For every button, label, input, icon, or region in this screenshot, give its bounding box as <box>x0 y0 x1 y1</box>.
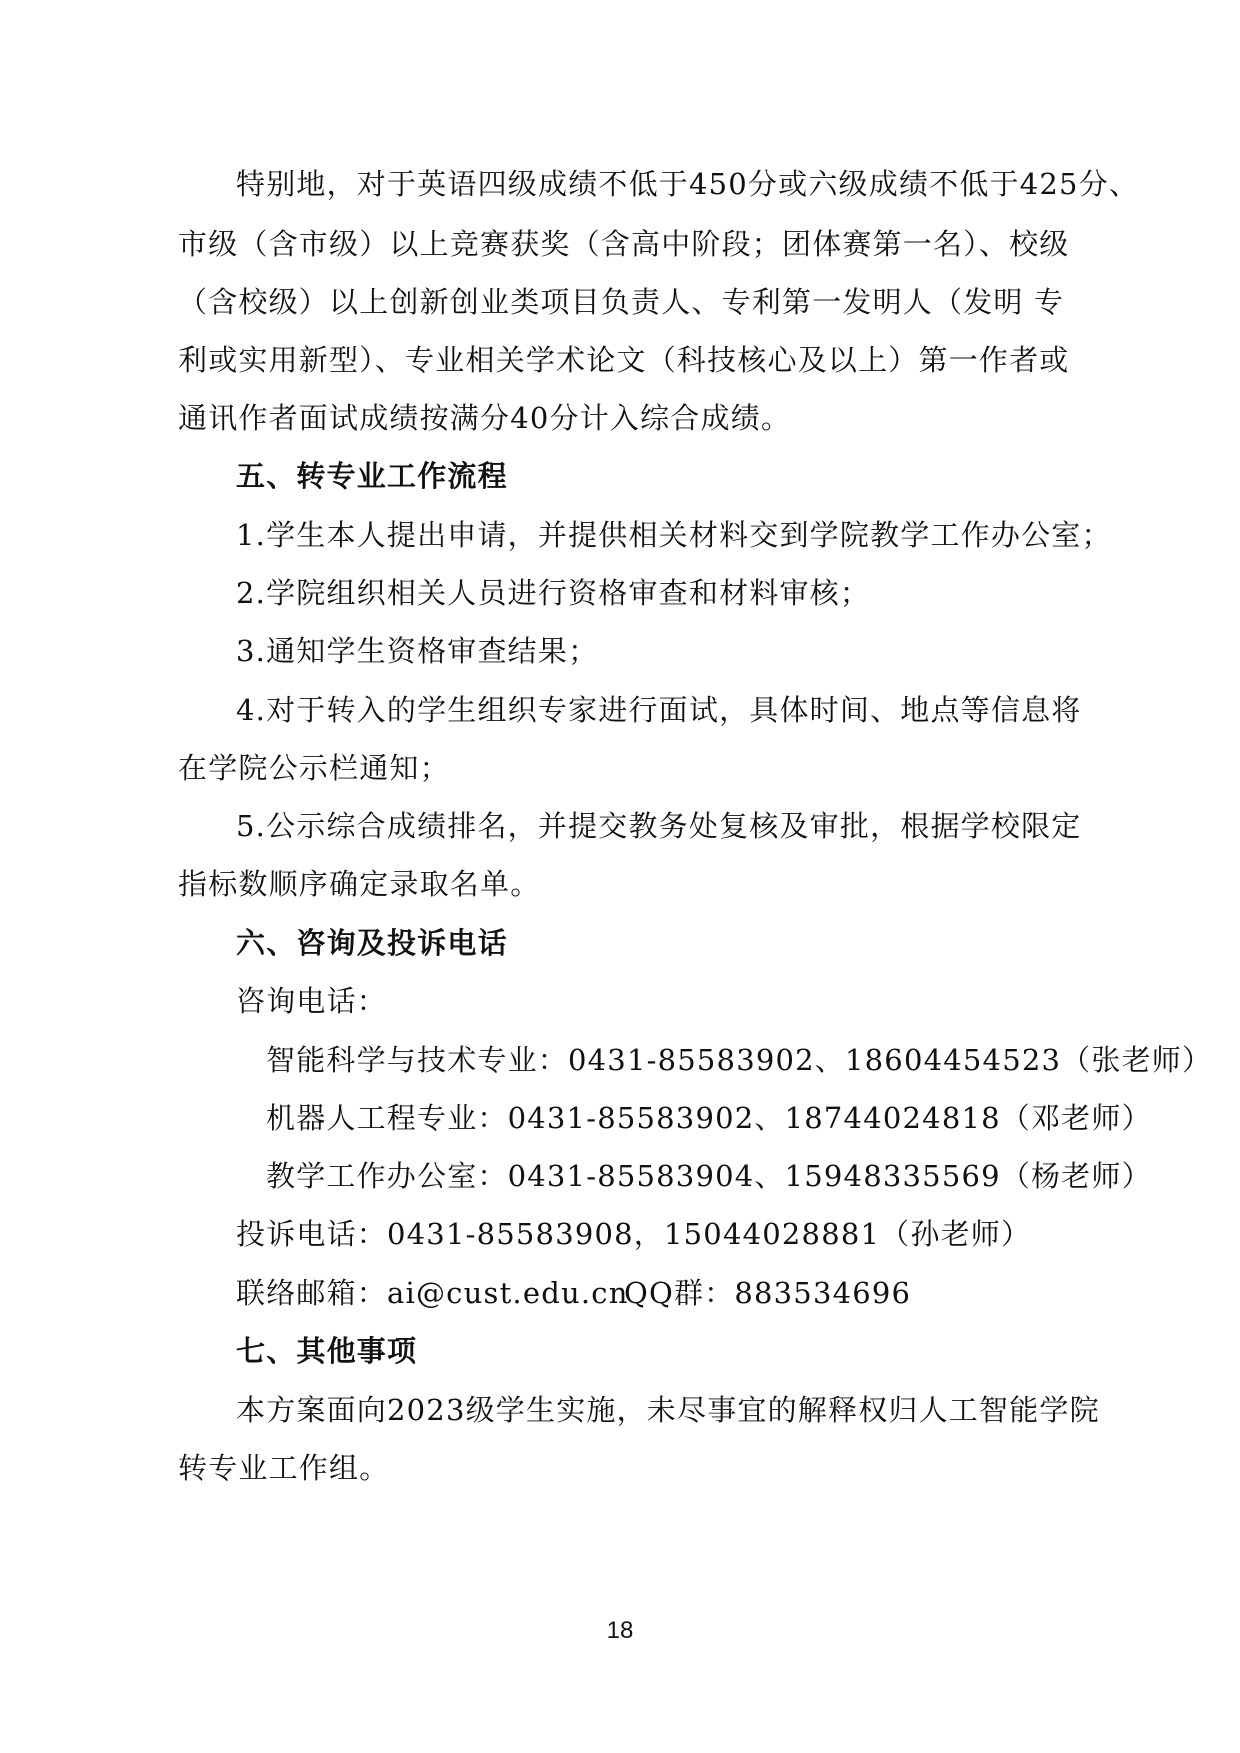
paragraph-line: 通讯作者面试成绩按满分40分计入综合成绩。 <box>178 401 792 435</box>
workflow-step: 3.通知学生资格审查结果； <box>236 634 599 668</box>
paragraph-line: （含校级）以上创新创业类项目负责人、专利第一发明人（发明 专 <box>178 285 1065 319</box>
contact-email: 联络邮箱：ai@cust.edu.cn <box>236 1276 629 1310</box>
contact-line: 教学工作办公室：0431-85583904、15948335569（杨老师） <box>266 1159 1152 1193</box>
section-heading-workflow: 五、转专业工作流程 <box>236 459 508 493</box>
paragraph-line: 本方案面向2023级学生实施，未尽事宜的解释权归人工智能学院 <box>236 1393 1100 1427</box>
paragraph-line: 转专业工作组。 <box>178 1451 390 1485</box>
workflow-step: 4.对于转入的学生组织专家进行面试，具体时间、地点等信息将 <box>236 693 1082 727</box>
consult-phone-label: 咨询电话： <box>236 984 388 1018</box>
section-heading-contact: 六、咨询及投诉电话 <box>236 926 508 960</box>
page-number: 18 <box>606 1617 634 1644</box>
paragraph-line: 特别地，对于英语四级成绩不低于450分或六级成绩不低于425分、 <box>236 167 1140 201</box>
paragraph-line: 利或实用新型）、专业相关学术论文（科技核心及以上）第一作者或 <box>178 343 1070 377</box>
qq-group: QQ群：883534696 <box>624 1276 912 1310</box>
workflow-step: 5.公示综合成绩排名，并提交教务处复核及审批，根据学校限定 <box>236 809 1082 843</box>
workflow-step-continued: 指标数顺序确定录取名单。 <box>178 867 541 901</box>
section-heading-other: 七、其他事项 <box>236 1334 418 1368</box>
contact-line: 智能科学与技术专业：0431-85583902、18604454523（张老师） <box>266 1043 1213 1077</box>
workflow-step: 1.学生本人提出申请，并提供相关材料交到学院教学工作办公室； <box>236 518 1112 552</box>
workflow-step-continued: 在学院公示栏通知； <box>178 751 450 785</box>
paragraph-line: 市级（含市级）以上竞赛获奖（含高中阶段；团体赛第一名）、校级 <box>178 227 1070 261</box>
complaint-phone: 投诉电话：0431-85583908，15044028881（孙老师） <box>236 1217 1032 1251</box>
workflow-step: 2.学院组织相关人员进行资格审查和材料审核； <box>236 576 871 610</box>
contact-line: 机器人工程专业：0431-85583902、18744024818（邓老师） <box>266 1101 1152 1135</box>
